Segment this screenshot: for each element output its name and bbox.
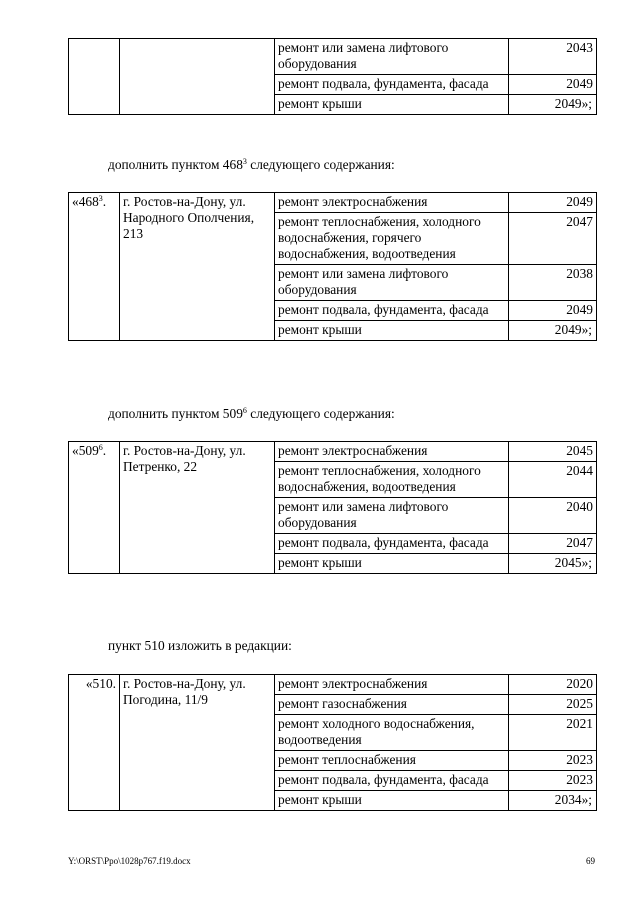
continuation-table <box>68 38 597 115</box>
work-cell: ремонт подвала, фундамента, фасада <box>275 771 509 791</box>
year-cell: 2025 <box>509 695 597 715</box>
year-cell: 2049»; <box>509 321 597 341</box>
work-cell: ремонт теплоснабжения, холодного водоснабжения, горячего водоснабжения, водоотведения <box>275 213 509 265</box>
paragraph-add-509: дополнить пунктом $509^6$ следующего содержания: <box>108 406 395 421</box>
work-cell: ремонт теплоснабжения, холодного водоснабжения, водоотведения <box>275 462 509 498</box>
footer-file-path: Y:\ORST\Ppo\1028p767.f19.docx <box>68 856 191 866</box>
work-cell: ремонт электроснабжения <box>275 193 509 213</box>
page-number: 69 <box>586 856 595 866</box>
table-row <box>69 442 597 462</box>
work-cell: ремонт газоснабжения <box>275 695 509 715</box>
work-cell: ремонт крыши <box>275 791 509 811</box>
work-cell: ремонт подвала, фундамента, фасада <box>275 534 509 554</box>
table-row <box>69 675 597 695</box>
work-cell: ремонт или замена лифтового оборудования <box>275 39 509 75</box>
year-cell: 2043 <box>509 39 597 75</box>
work-cell: ремонт электроснабжения <box>275 442 509 462</box>
work-cell: ремонт электроснабжения <box>275 675 509 695</box>
item-510-table <box>68 674 597 811</box>
year-cell: 2020 <box>509 675 597 695</box>
item-509-table <box>68 441 597 574</box>
year-cell: 2049 <box>509 301 597 321</box>
year-cell: 2034»; <box>509 791 597 811</box>
item-468-table <box>68 192 597 341</box>
year-cell: 2045 <box>509 442 597 462</box>
item-number-cell: «$509^6$. <box>69 442 120 574</box>
year-cell: 2023 <box>509 771 597 791</box>
paragraph-item-510: пункт 510 изложить в редакции: <box>108 638 292 653</box>
item-number-cell: «510. <box>69 675 120 811</box>
year-cell: 2040 <box>509 498 597 534</box>
work-cell: ремонт крыши <box>275 321 509 341</box>
address-cell: г. Ростов-на-Дону, ул. Петренко, 22 <box>120 442 275 574</box>
year-cell: 2021 <box>509 715 597 751</box>
year-cell: 2047 <box>509 534 597 554</box>
table-row <box>69 193 597 213</box>
year-cell: 2049»; <box>509 95 597 115</box>
work-cell: ремонт подвала, фундамента, фасада <box>275 301 509 321</box>
work-cell: ремонт или замена лифтового оборудования <box>275 498 509 534</box>
item-number-cell <box>69 39 120 115</box>
address-cell: г. Ростов-на-Дону, ул. Народного Ополчения, 213 <box>120 193 275 341</box>
work-cell: ремонт подвала, фундамента, фасада <box>275 75 509 95</box>
item-number-cell: «$468^3$. <box>69 193 120 341</box>
year-cell: 2023 <box>509 751 597 771</box>
paragraph-add-468: дополнить пунктом $468^3$ следующего содержания: <box>108 157 395 172</box>
address-cell: г. Ростов-на-Дону, ул. Погодина, 11/9 <box>120 675 275 811</box>
work-cell: ремонт крыши <box>275 95 509 115</box>
year-cell: 2049 <box>509 75 597 95</box>
year-cell: 2049 <box>509 193 597 213</box>
year-cell: 2045»; <box>509 554 597 574</box>
address-cell <box>120 39 275 115</box>
work-cell: ремонт теплоснабжения <box>275 751 509 771</box>
year-cell: 2047 <box>509 213 597 265</box>
year-cell: 2044 <box>509 462 597 498</box>
work-cell: ремонт холодного водоснабжения, водоотведения <box>275 715 509 751</box>
work-cell: ремонт крыши <box>275 554 509 574</box>
table-row <box>69 39 597 75</box>
work-cell: ремонт или замена лифтового оборудования <box>275 265 509 301</box>
year-cell: 2038 <box>509 265 597 301</box>
